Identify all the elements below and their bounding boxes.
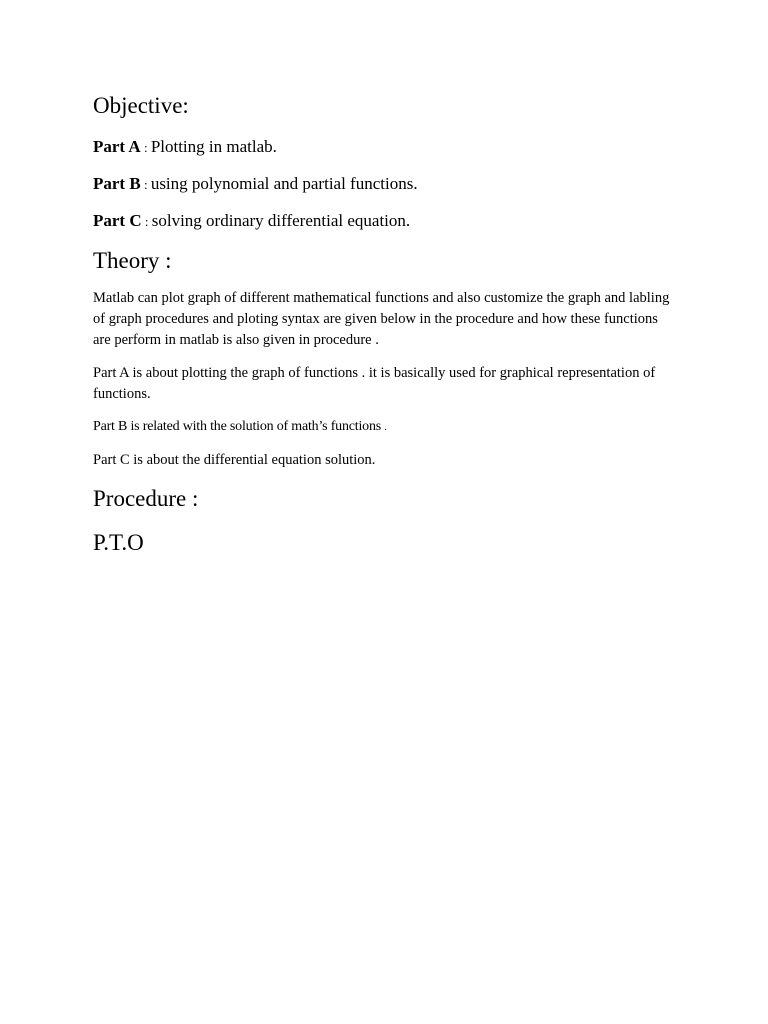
part-a-text: Plotting in matlab. <box>150 137 277 156</box>
objective-part-a <box>93 136 277 159</box>
objective-part-b <box>93 173 418 196</box>
theory-paragraph-3 <box>93 416 678 438</box>
part-c-separator: : <box>141 214 152 229</box>
part-a-separator: : <box>140 140 151 155</box>
part-c-label: Part C <box>93 211 142 230</box>
theory-paragraph-4: Part C is about the differential equation solution. <box>93 452 376 468</box>
part-a-label: Part A <box>93 137 141 156</box>
part-c-text: solving ordinary differential equation. <box>151 211 411 230</box>
part-b-text: using polynomial and partial functions. <box>150 174 418 193</box>
procedure-heading: Procedure : <box>93 486 199 511</box>
theory-paragraph-3-text: Part B is related with the solution of math’s functions <box>93 419 382 434</box>
objective-heading: Objective: <box>93 93 189 118</box>
theory-paragraph-2: Part A is about plotting the graph of functions . it is basically used for graphical representation of functions. <box>93 365 656 402</box>
theory-heading: Theory : <box>93 248 172 273</box>
theory-paragraph-3-dot: . <box>384 422 387 433</box>
part-b-separator: : <box>140 177 151 192</box>
theory-paragraph-1: Matlab can plot graph of different mathematical functions and also customize the graph and labling of graph procedures and ploting syntax are given below in the procedure and how these functions are perform in matlab is also given in procedure . <box>93 290 670 348</box>
pto-note: P.T.O <box>93 530 144 555</box>
objective-part-c <box>93 210 410 233</box>
part-b-label: Part B <box>93 174 141 193</box>
